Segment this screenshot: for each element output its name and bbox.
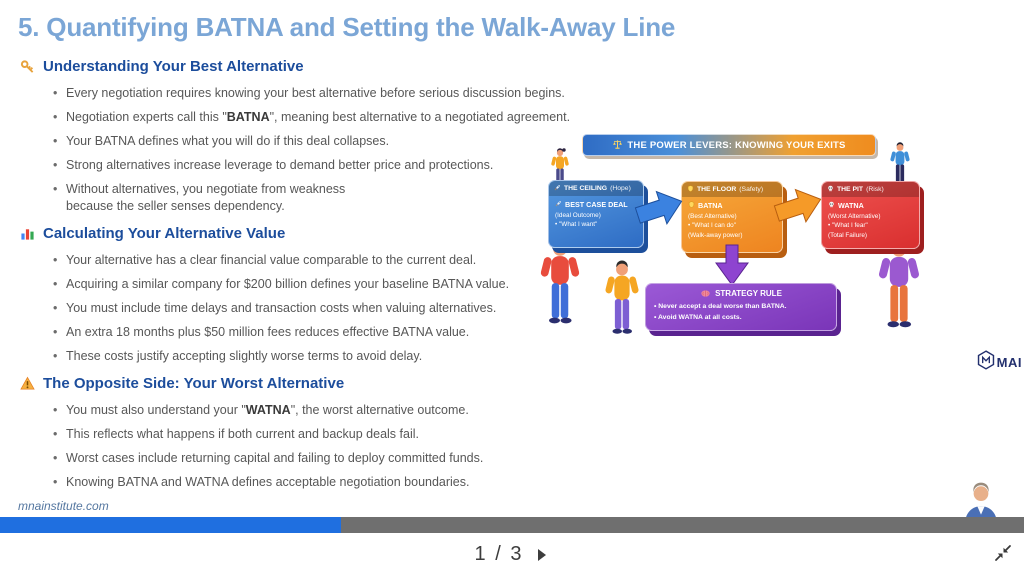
diagram-box-line: (Worst Alternative) — [828, 212, 881, 220]
progress-bar[interactable] — [0, 517, 1024, 533]
diagram-box-header: THE FLOOR (Safety) — [682, 182, 782, 197]
hexagon-m-logo-icon — [977, 350, 995, 375]
bullet-item: • Knowing BATNA and WATNA defines acceptable negotiation boundaries. — [52, 474, 660, 491]
diagram-box-watna — [821, 181, 920, 249]
bullet-item: • Acquiring a similar company for $200 billion defines your baseline BATNA value. — [52, 276, 660, 293]
logo-text: MAI — [996, 355, 1022, 370]
diagram-box-line: • "What I want" — [555, 221, 598, 229]
diagram-banner-title: THE POWER LEVERS: KNOWING YOUR EXITS — [627, 139, 846, 151]
diagram-box-line: • "What I can do" — [688, 222, 736, 230]
batna-diagram — [538, 128, 936, 346]
rocket-icon — [554, 184, 561, 193]
diagram-box-line: (Ideal Outcome) — [555, 211, 601, 219]
skull-icon — [828, 201, 835, 212]
bar-chart-icon — [20, 226, 35, 241]
section-heading-text: Calculating Your Alternative Value — [43, 225, 286, 242]
bullet-item: • Your alternative has a clear financial value comparable to the current deal. — [52, 252, 660, 269]
collapse-fullscreen-icon[interactable] — [994, 544, 1012, 562]
skull-icon — [827, 185, 834, 194]
warning-icon — [20, 376, 35, 391]
section-heading — [20, 375, 660, 392]
bullet-item: • An extra 18 months plus $50 million fees reduces effective BATNA value. — [52, 324, 660, 341]
mai-logo — [977, 350, 1022, 375]
diagram-box-line: (Total Failure) — [828, 232, 868, 240]
website-url: mnainstitute.com — [18, 499, 109, 513]
progress-fill — [0, 517, 341, 533]
diagram-box-header: THE CEILING (Hope) — [549, 181, 643, 196]
person-illustration — [600, 260, 644, 336]
diagram-box-line: (Walk-away power) — [688, 232, 743, 240]
bullet-item: • These costs justify accepting slightly worse terms to avoid delay. — [52, 348, 660, 365]
bullet-item: • Strong alternatives increase leverage to demand better price and protections. — [52, 157, 660, 174]
presenter-avatar[interactable] — [960, 482, 1002, 520]
shield-icon — [688, 201, 695, 212]
diagram-box-title: BEST CASE DEAL — [555, 200, 637, 211]
diagram-box-body — [549, 196, 643, 235]
diagram-box-title: WATNA — [828, 201, 913, 212]
scale-icon — [612, 139, 623, 150]
section-heading-text: The Opposite Side: Your Worst Alternative — [43, 375, 345, 392]
person-illustration — [876, 238, 922, 330]
diagram-box-body — [682, 197, 782, 246]
diagram-box-line: • "What I fear" — [828, 222, 868, 230]
bullet-item: • Every negotiation requires knowing your best alternative before serious discussion begins. — [52, 85, 660, 102]
bullet-item: • You must also understand your "WATNA", the worst alternative outcome. — [52, 402, 660, 419]
diagram-box-header: THE PIT (Risk) — [822, 182, 919, 197]
shield-icon — [687, 185, 694, 194]
diagram-box-body — [822, 197, 919, 246]
page-indicator: 1 / 3 — [474, 543, 524, 565]
key-icon — [20, 59, 35, 74]
brain-icon — [700, 288, 711, 299]
bullet-item: • Your BATNA defines what you will do if this deal collapses. — [52, 133, 660, 150]
section-heading-text: Understanding Your Best Alternative — [43, 58, 304, 75]
diagram-box-best-case-deal — [548, 180, 644, 248]
section-heading — [20, 58, 660, 75]
slide-title: 5. Quantifying BATNA and Setting the Walk-Away Line — [18, 12, 676, 42]
diagram-banner — [582, 134, 876, 156]
strategy-rule-box — [645, 283, 837, 331]
diagram-box-line: (Best Alternative) — [688, 212, 737, 220]
bullet-item: • You must include time delays and transaction costs when valuing alternatives. — [52, 300, 660, 317]
diagram-box-batna — [681, 181, 783, 253]
diagram-box-title: BATNA — [688, 201, 776, 212]
bullet-item: • Negotiation experts call this "BATNA", meaning best alternative to a negotiated agreement. — [52, 109, 660, 126]
strategy-rule-header — [654, 288, 828, 299]
bullet-item: • Without alternatives, you negotiate from weakness because the seller senses dependency. — [52, 181, 660, 215]
arrow-floor-to-strategy — [714, 244, 750, 286]
bullet-item: • Worst cases include returning capital and failing to deploy committed funds. — [52, 450, 660, 467]
content-section — [20, 375, 660, 491]
bullet-item: • This reflects what happens if both current and backup deals fail. — [52, 426, 660, 443]
person-illustration — [538, 238, 582, 334]
strategy-rule-title: STRATEGY RULE — [715, 289, 782, 298]
person-illustration — [882, 142, 918, 186]
rocket-icon — [555, 200, 562, 211]
strategy-bullet: • Never accept a deal worse than BATNA. — [654, 303, 787, 310]
player-controls — [0, 533, 1024, 576]
next-slide-button[interactable] — [537, 548, 549, 562]
strategy-bullet: • Avoid WATNA at all costs. — [654, 313, 742, 321]
